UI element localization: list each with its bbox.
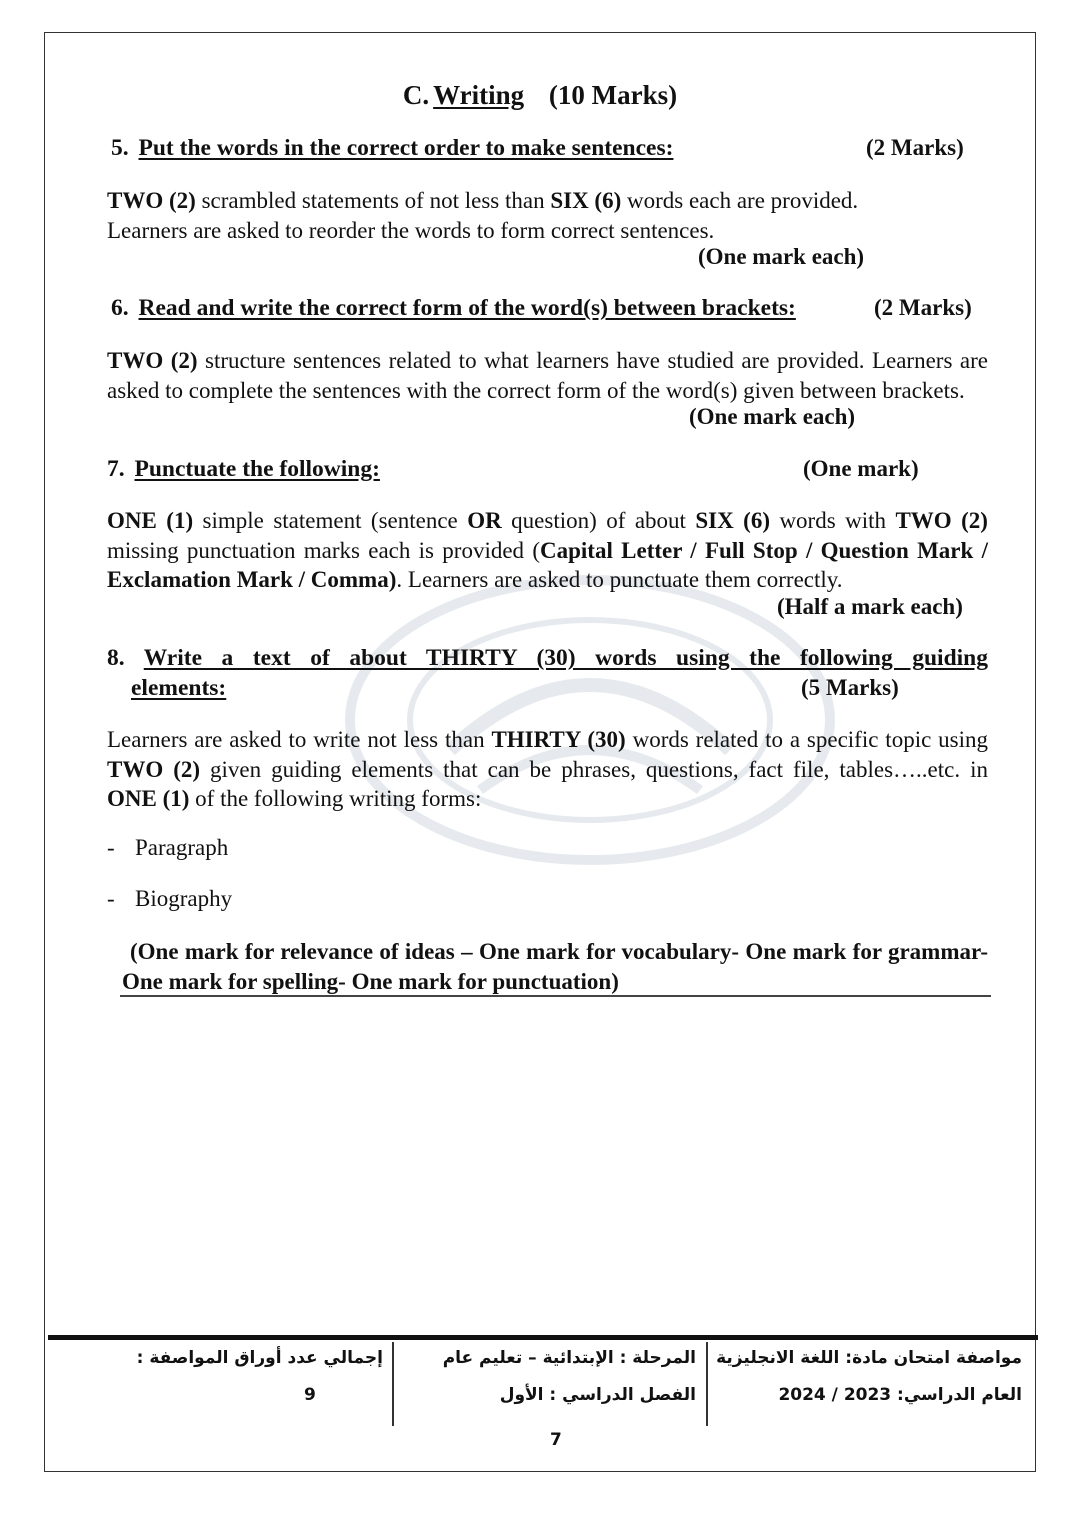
q8-heading-line2: elements:	[131, 675, 227, 701]
footer-rule	[48, 1335, 1038, 1340]
footer-total-pages-label: إجمالي عدد أوراق المواصفة :	[136, 1348, 383, 1368]
q5-marks: (2 Marks)	[866, 135, 964, 160]
page-number: 7	[550, 1430, 562, 1450]
q8-rubric-underline	[120, 995, 991, 997]
footer-divider-left	[392, 1342, 394, 1426]
footer-divider-right	[706, 1342, 708, 1426]
q8-marks: (5 Marks)	[801, 675, 899, 700]
section-title: C. Writing (10 Marks)	[402, 80, 678, 110]
q7-marks: (One mark)	[803, 456, 919, 481]
q6-paragraph: TWO (2) structure sentences related to what learners have studied are provided. Learners are asked to complete the sentences with the correct form of the word(s) given between brackets.	[107, 348, 988, 403]
footer-school-year: العام الدراسي: 2023 / 2024	[778, 1385, 1022, 1405]
footer-stage: المرحلة : الإبتدائية – تعليم عام	[442, 1348, 696, 1368]
footer-term: الفصل الدراسي : الأول	[499, 1385, 696, 1405]
q7-heading: 7. Punctuate the following:	[107, 456, 380, 482]
q6-mark-each: (One mark each)	[689, 404, 856, 429]
q8-paragraph: Learners are asked to write not less than THIRTY (30) words related to a specific topic using TWO (2) given guiding elements that can be phrases, questions, fact file, tables…..etc. in ONE (1) of the following writing forms:	[107, 727, 988, 811]
q5-heading: 5. Put the words in the correct order to make sentences:	[111, 135, 674, 161]
q5-paragraph: TWO (2) scrambled statements of not less than SIX (6) words each are provided. Learners are asked to reorder the words to form correct sentences.	[107, 188, 859, 243]
q6-heading: 6. Read and write the correct form of the word(s) between brackets:	[111, 295, 796, 321]
q7-mark-each: (Half a mark each)	[777, 594, 963, 619]
q7-paragraph: ONE (1) simple statement (sentence OR question) of about SIX (6) words with TWO (2) missing punctuation marks each is provided (Capital Letter / Full Stop / Question Mark / Exclamation Mark / Comma). Learners are asked to punctuate them correctly.	[107, 508, 988, 592]
q8-bullet-paragraph: - Paragraph	[107, 835, 229, 860]
q8-heading-line1: 8. Write a text of about THIRTY (30) words using the following guiding	[107, 645, 988, 671]
footer-spec-subject: مواصفة امتحان مادة: اللغة الانجليزية	[716, 1348, 1022, 1368]
watermark-seal-icon	[330, 560, 850, 880]
q8-bullet-biography: - Biography	[107, 886, 233, 911]
q6-marks: (2 Marks)	[874, 295, 972, 320]
q8-rubric: (One mark for relevance of ideas – One mark for vocabulary- One mark for grammar- One mark for spelling- One mark for punctuation)	[122, 939, 988, 994]
footer-total-pages-value: 9	[304, 1385, 316, 1405]
q5-mark-each: (One mark each)	[698, 244, 865, 269]
